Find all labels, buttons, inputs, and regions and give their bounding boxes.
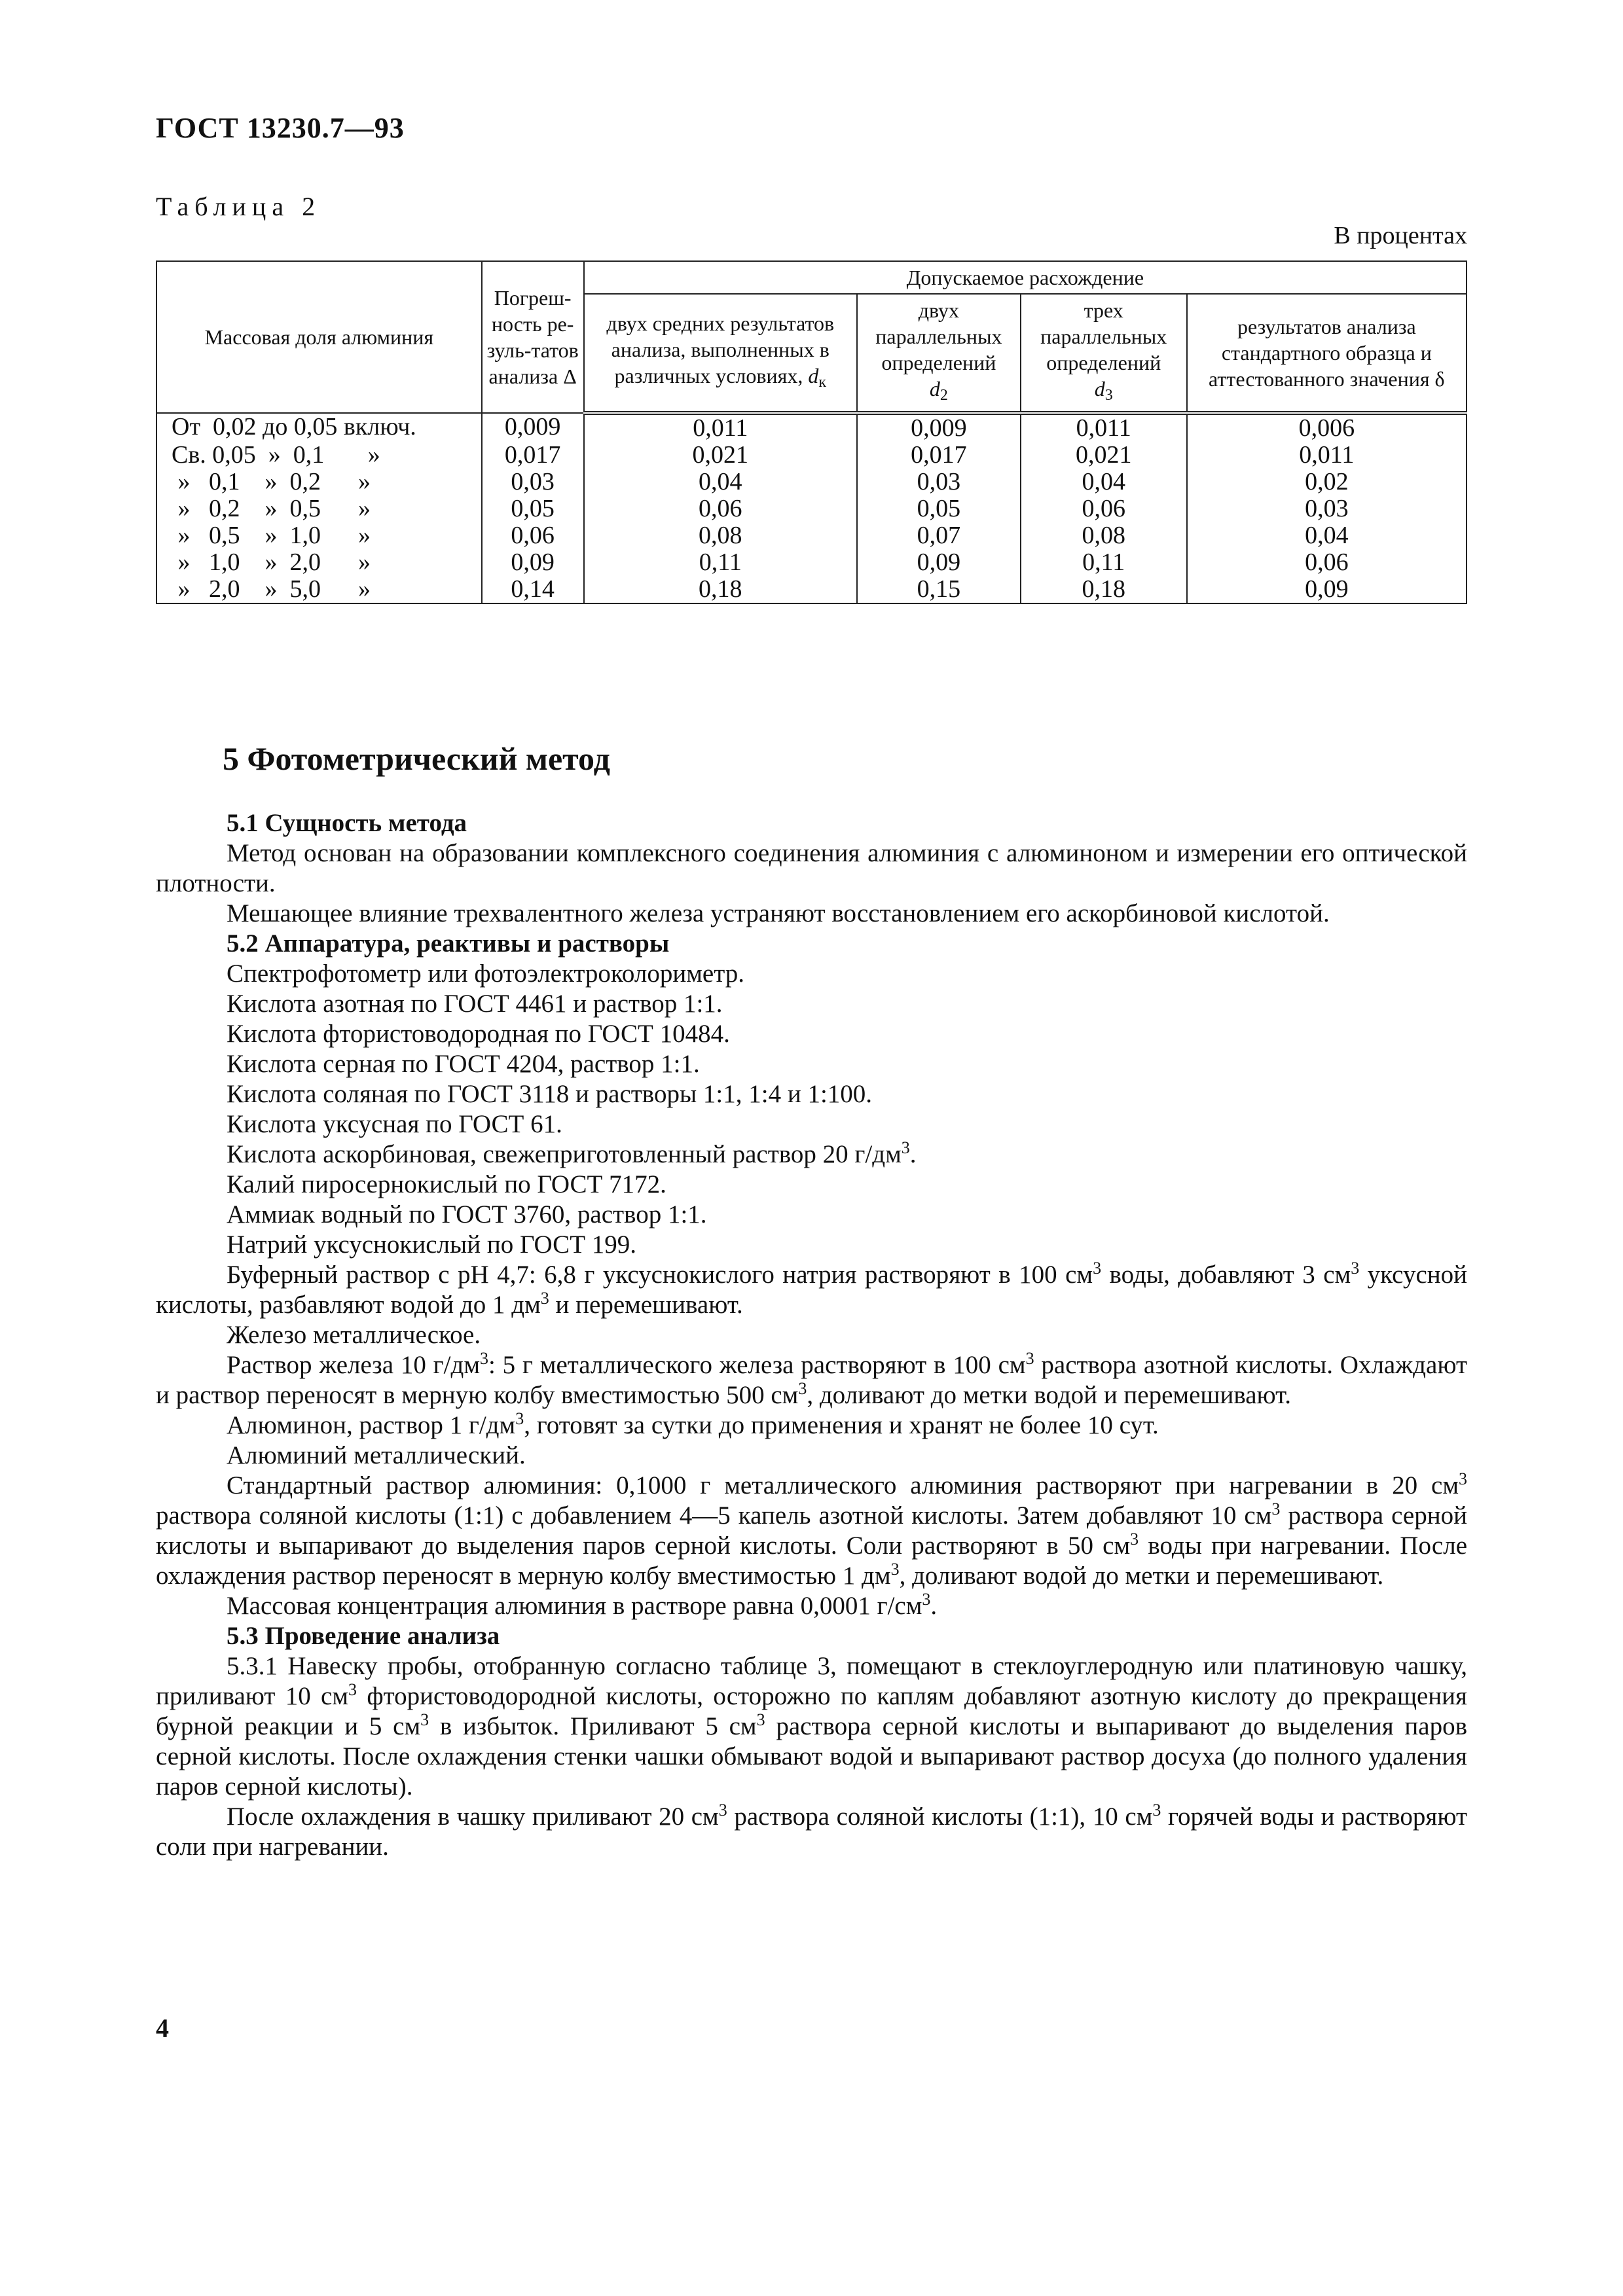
cell-d2: 0,05	[857, 495, 1021, 522]
paragraph: Стандартный раствор алюминия: 0,1000 г металлического алюминия растворяют при нагревании в 20 $см^3$ раствора соляной кислоты (1:1) с добавлением 4—5 капель азотной кислоты. Затем добавляют 10 $см^3$ раствора серной кислоты и выпаривают до выделения паров серной кислоты. Соли растворяют в 50 $см^3$ воды при нагревании. После охлаждения раствор переносят в мерную колбу вместимостью 1 $дм^3$, доливают водой до метки и перемешивают.	[156, 1469, 1467, 1590]
header-two-means: двух средних результатов анализа, выполненных в различных условиях, $d_к$	[584, 294, 857, 413]
cell-range: От 0,02 до 0,05 включ.	[156, 413, 482, 442]
cell-delta: 0,011	[1187, 442, 1467, 469]
paragraph: 5.3.1 Навеску пробы, отобранную согласно таблице 3, помещают в стеклоуглеродную или платиновую чашку, приливают 10 $см^3$ фтористоводородной кислоты, осторожно по каплям добавляют азотную кислоту до прекращения бурной реакции и 5 $см^3$ в избыток. Приливают 5 $см^3$ раствора серной кислоты и выпаривают до выделения паров серной кислоты. После охлаждения стенки чашки обмывают водой и выпаривают раствор досуха (до полного удаления паров серной кислоты).	[156, 1652, 1467, 1801]
cell-range: » 2,0 » 5,0 »	[156, 576, 482, 603]
table-row	[156, 413, 1467, 442]
cell-d3: 0,04	[1021, 469, 1187, 495]
cell-delta: 0,02	[1187, 469, 1467, 495]
cell-d3: 0,18	[1021, 576, 1187, 603]
paragraph: Раствор железа 10 $г/дм^3$: 5 г металлического железа растворяют в 100 $см^3$ раствора азотной кислоты. Охлаждают и раствор переносят в мерную колбу вместимостью 500 $см^3$, доливают до метки водой и перемешивают.	[156, 1349, 1468, 1409]
subsection-title-5-3: 5.3 Проведение анализа	[227, 1622, 500, 1650]
cell-delta: 0,09	[1187, 576, 1467, 603]
header-error: Погреш-ность ре-зуль-татов анализа Δ	[482, 261, 584, 413]
paragraph: Метод основан на образовании комплексного соединения алюминия с алюминоном и измерении его оптической плотности.	[156, 839, 1467, 897]
cell-dk: 0,011	[584, 413, 857, 442]
list-item: Натрий уксуснокислый по ГОСТ 199.	[227, 1230, 637, 1259]
list-item: Алюминий металлический.	[227, 1441, 526, 1469]
table-row	[156, 495, 1467, 522]
page-number: 4	[156, 2013, 169, 2043]
list-item: Кислота азотная по ГОСТ 4461 и раствор 1:1.	[227, 990, 723, 1018]
cell-dk: 0,06	[584, 495, 857, 522]
table-unit: В процентах	[1334, 222, 1467, 249]
table-caption: Таблица 2	[156, 192, 321, 221]
list-item: Кислота уксусная по ГОСТ 61.	[227, 1110, 562, 1138]
cell-error: 0,03	[482, 469, 584, 495]
cell-d2: 0,017	[857, 442, 1021, 469]
table-row	[156, 469, 1467, 495]
section-body	[156, 808, 1467, 1862]
paragraph: Буферный раствор с рН 4,7: 6,8 г уксуснокислого натрия растворяют в 100 $см^3$ воды, добавляют 3 $см^3$ уксусной кислоты, разбавляют водой до 1 $дм^3$ и перемешивают.	[156, 1259, 1467, 1319]
cell-d3: 0,06	[1021, 495, 1187, 522]
table-row	[156, 576, 1467, 603]
cell-range: » 0,2 » 0,5 »	[156, 495, 482, 522]
list-item: Аммиак водный по ГОСТ 3760, раствор 1:1.	[227, 1200, 707, 1229]
cell-range: » 0,5 » 1,0 »	[156, 522, 482, 549]
header-three-parallel: трех параллельных определений $d_3$	[1021, 294, 1187, 413]
header-allowed-divergence: Допускаемое расхождение	[584, 261, 1467, 294]
table-row	[156, 522, 1467, 549]
cell-error: 0,05	[482, 495, 584, 522]
cell-range: Св. 0,05 » 0,1 »	[156, 442, 482, 469]
header-mass-fraction: Массовая доля алюминия	[156, 261, 482, 413]
cell-delta: 0,06	[1187, 549, 1467, 576]
list-item: Кислота соляная по ГОСТ 3118 и растворы 1:1, 1:4 и 1:100.	[227, 1080, 873, 1108]
cell-error: 0,017	[482, 442, 584, 469]
paragraph: Массовая концентрация алюминия в растворе равна 0,0001 $г/см^3$.	[227, 1590, 938, 1620]
subsection-title-5-2: 5.2 Аппаратура, реактивы и растворы	[227, 929, 670, 958]
subsection-title-5-1: 5.1 Сущность метода	[227, 809, 467, 837]
cell-d2: 0,03	[857, 469, 1021, 495]
cell-d3: 0,021	[1021, 442, 1187, 469]
cell-delta: 0,03	[1187, 495, 1467, 522]
list-item: Кислота аскорбиновая, свежеприготовленный раствор 20 $г/дм^3$.	[227, 1138, 917, 1168]
table-row	[156, 442, 1467, 469]
header-two-parallel: двух параллельных определений $d_2$	[857, 294, 1021, 413]
cell-dk: 0,021	[584, 442, 857, 469]
table-row	[156, 549, 1467, 576]
cell-range: » 1,0 » 2,0 »	[156, 549, 482, 576]
cell-d3: 0,08	[1021, 522, 1187, 549]
cell-delta: 0,006	[1187, 413, 1467, 442]
cell-dk: 0,08	[584, 522, 857, 549]
list-item: Железо металлическое.	[227, 1321, 481, 1349]
list-item: Кислота фтористоводородная по ГОСТ 10484.	[227, 1020, 730, 1048]
paragraph: Мешающее влияние трехвалентного железа устраняют восстановлением его аскорбиновой кислотой.	[227, 899, 1330, 927]
cell-d3: 0,11	[1021, 549, 1187, 576]
cell-dk: 0,11	[584, 549, 857, 576]
list-item: Спектрофотометр или фотоэлектроколориметр.	[227, 960, 744, 988]
cell-d2: 0,09	[857, 549, 1021, 576]
cell-d2: 0,07	[857, 522, 1021, 549]
cell-range: » 0,1 » 0,2 »	[156, 469, 482, 495]
document-header: ГОСТ 13230.7—93	[156, 112, 405, 144]
tolerance-table	[156, 260, 1467, 604]
cell-delta: 0,04	[1187, 522, 1467, 549]
cell-error: 0,09	[482, 549, 584, 576]
cell-error: 0,14	[482, 576, 584, 603]
list-item: Кислота серная по ГОСТ 4204, раствор 1:1.	[227, 1050, 700, 1078]
cell-d2: 0,009	[857, 413, 1021, 442]
cell-error: 0,009	[482, 413, 584, 442]
list-item: Калий пиросернокислый по ГОСТ 7172.	[227, 1170, 666, 1198]
header-reference-sample: результатов анализа стандартного образца и аттестованного значения δ	[1187, 294, 1467, 413]
cell-d3: 0,011	[1021, 413, 1187, 442]
cell-dk: 0,04	[584, 469, 857, 495]
cell-dk: 0,18	[584, 576, 857, 603]
cell-error: 0,06	[482, 522, 584, 549]
paragraph: Алюминон, раствор 1 $г/дм^3$, готовят за сутки до применения и хранят не более 10 сут.	[227, 1409, 1159, 1439]
section-title: 5 Фотометрический метод	[223, 740, 610, 777]
cell-d2: 0,15	[857, 576, 1021, 603]
paragraph: После охлаждения в чашку приливают 20 $см^3$ раствора соляной кислоты (1:1), 10 $см^3$ горячей воды и растворяют соли при нагревании.	[156, 1801, 1467, 1861]
